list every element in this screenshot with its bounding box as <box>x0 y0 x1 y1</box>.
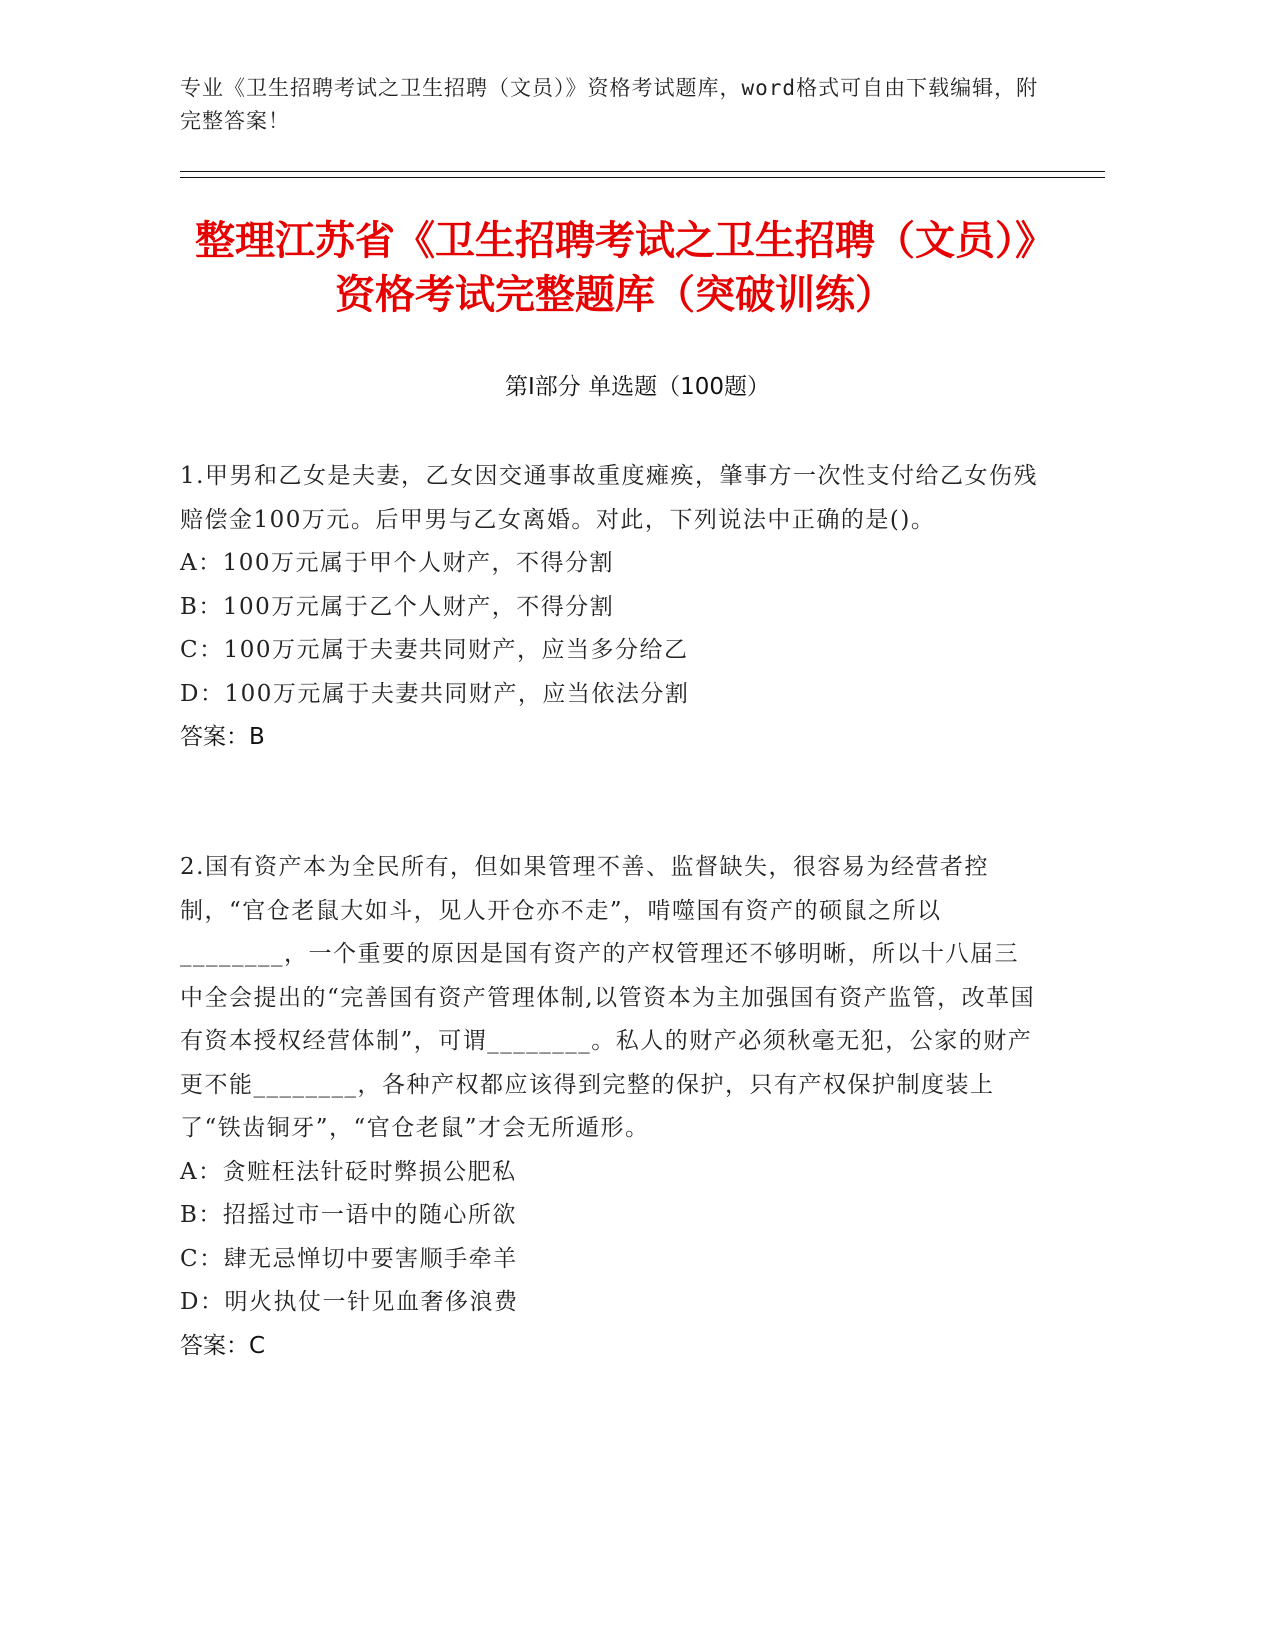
option-d: D：明火执仗一针见血奢侈浪费 <box>180 1289 519 1315</box>
answer: 答案：B <box>180 724 265 750</box>
option-b: B：100万元属于乙个人财产，不得分割 <box>180 593 615 620</box>
question-block <box>180 455 1040 760</box>
answer: 答案：C <box>180 1332 266 1359</box>
header-divider-top <box>180 171 1105 172</box>
option-b: B：招摇过市一语中的随心所欲 <box>180 1202 517 1228</box>
option-a: A：100万元属于甲个人财产，不得分割 <box>180 550 615 576</box>
question-stem: 2.国有资产本为全民所有，但如果管理不善、监督缺失，很容易为经营者控制，“官仓老鼠大如斗，见人开仓亦不走”，啃噬国有资产的硕鼠之所以________，一个重要的原因是国有资产的产权管理还不够明晰，所以十八届三中全会提出的“完善国有资产管理体制,以管资本为主加强国有资产监管，改革国有资本授权经营体制”，可谓________。私人的财产必须秋毫无犯，公家的财产更不能________，各种产权都应该得到完整的保护，只有产权保护制度装上了“铁齿铜牙”，“官仓老鼠”才会无所遁形。 <box>180 854 1036 1141</box>
header-divider-bottom <box>180 177 1105 178</box>
document-title: 整理江苏省《卫生招聘考试之卫生招聘（文员）》资格考试完整题库（突破训练） <box>195 218 1035 318</box>
section-heading: 第Ⅰ部分 单选题（100题） <box>505 374 770 400</box>
question-block <box>180 846 1040 1368</box>
question-stem: 1.甲男和乙女是夫妻，乙女因交通事故重度瘫痪，肇事方一次性支付给乙女伤残赔偿金100万元。后甲男与乙女离婚。对此，下列说法中正确的是()。 <box>180 463 1038 533</box>
header-note: 专业《卫生招聘考试之卫生招聘（文员）》资格考试题库，word格式可自由下载编辑，附完整答案！ <box>180 76 1039 133</box>
option-c: C：肆无忌惮切中要害顺手牵羊 <box>180 1245 518 1272</box>
option-c: C：100万元属于夫妻共同财产，应当多分给乙 <box>180 637 689 663</box>
option-d: D：100万元属于夫妻共同财产，应当依法分割 <box>180 680 690 707</box>
option-a: A：贪赃枉法针砭时弊损公肥私 <box>180 1158 517 1185</box>
